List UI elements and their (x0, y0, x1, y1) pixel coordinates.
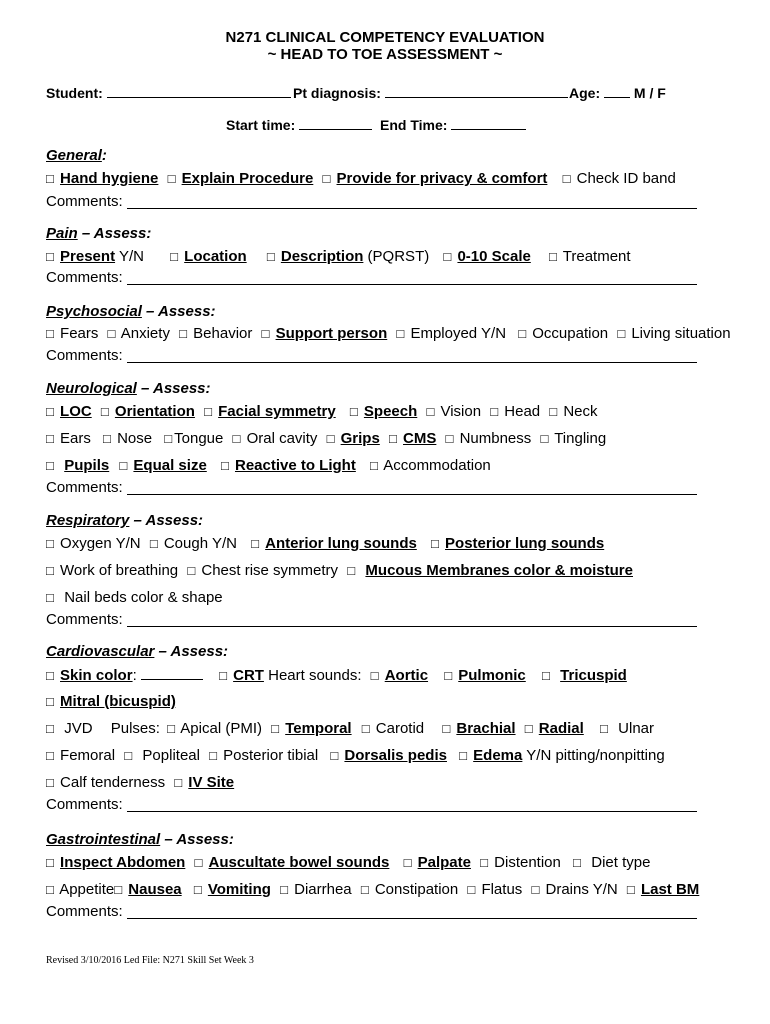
checkbox-radial[interactable]: □ Radial (524, 720, 584, 737)
student-blank[interactable] (107, 83, 291, 98)
section-heading-respiratory: Respiratory – Assess: (46, 512, 204, 529)
comments-line-psychosocial[interactable] (127, 347, 697, 363)
gastrointestinal-items-1 (46, 853, 746, 873)
checkbox-ears[interactable]: □ Ears (46, 430, 91, 447)
diagnosis-blank[interactable] (385, 83, 568, 98)
checkbox-drains[interactable]: □ Drains Y/N (531, 881, 618, 898)
end-time-blank[interactable] (451, 115, 526, 130)
checkbox-edema[interactable]: □ Edema Y/N pitting/nonpitting (459, 747, 665, 764)
checkbox-vision[interactable]: □ Vision (426, 403, 482, 420)
student-label: Student: (46, 85, 103, 101)
checkbox-nausea[interactable]: □ Nausea (114, 881, 182, 898)
checkbox-crt[interactable]: □ CRT Heart sounds: (219, 667, 362, 684)
checkbox-hand-hygiene[interactable]: □ Hand hygiene (46, 170, 159, 187)
checkbox-iv-site[interactable]: □ IV Site (174, 774, 235, 791)
comments-label: Comments: (46, 269, 123, 286)
section-heading-neurological: Neurological – Assess: (46, 380, 211, 397)
comments-line-general[interactable] (127, 193, 697, 209)
section-heading-general: General: (46, 147, 107, 164)
checkbox-posterior-lung[interactable]: □ Posterior lung sounds (431, 535, 605, 552)
checkbox-calf[interactable]: □ Calf tenderness (46, 774, 166, 791)
cardiovascular-items-5 (46, 773, 746, 793)
checkbox-mucous[interactable]: □ Mucous Membranes color & moisture (347, 562, 633, 579)
respiratory-items-2 (46, 561, 746, 581)
checkbox-distention[interactable]: □ Distention (480, 854, 561, 871)
checkbox-appetite[interactable]: □ Appetite (46, 881, 115, 898)
cardiovascular-items-3 (46, 719, 746, 739)
section-heading-psychosocial: Psychosocial – Assess: (46, 303, 216, 320)
respiratory-items-3 (46, 588, 746, 608)
checkbox-nose[interactable]: □ Nose (103, 430, 153, 447)
checkbox-pulmonic[interactable]: □ Pulmonic (444, 667, 526, 684)
checkbox-posterior-tibial[interactable]: □ Posterior tibial (209, 747, 319, 764)
checkbox-palpate[interactable]: □ Palpate (403, 854, 471, 871)
checkbox-flatus[interactable]: □ Flatus (467, 881, 523, 898)
comments-line-gastrointestinal[interactable] (127, 903, 697, 919)
checkbox-tongue[interactable]: □ Tongue (164, 430, 224, 447)
sex-options[interactable]: M / F (633, 85, 666, 101)
checkbox-nail-beds[interactable]: □ Nail beds color & shape (46, 589, 223, 606)
comments-label: Comments: (46, 479, 123, 496)
checkbox-chest-rise[interactable]: □ Chest rise symmetry (187, 562, 339, 579)
checkbox-oral-cavity[interactable]: □ Oral cavity (232, 430, 318, 447)
checkbox-orientation[interactable]: □ Orientation (100, 403, 195, 420)
student-field[interactable] (46, 83, 291, 102)
checkbox-check-id-band[interactable]: □ Check ID band (562, 170, 676, 187)
comments-line-respiratory[interactable] (127, 611, 697, 627)
checkbox-accommodation[interactable]: □ Accommodation (370, 457, 491, 474)
checkbox-ulnar[interactable]: □ Ulnar (599, 720, 655, 737)
checkbox-facial-symmetry[interactable]: □ Facial symmetry (204, 403, 336, 420)
neurological-items-1 (46, 402, 746, 422)
checkbox-treatment[interactable]: □ Treatment (549, 248, 631, 265)
gastrointestinal-items-2 (46, 880, 746, 900)
comments-line-cardiovascular[interactable] (127, 796, 697, 812)
checkbox-brachial[interactable]: □ Brachial (442, 720, 516, 737)
checkbox-equal-size[interactable]: □ Equal size (119, 457, 207, 474)
checkbox-numbness[interactable]: □ Numbness (445, 430, 532, 447)
diagnosis-field[interactable] (293, 83, 568, 102)
end-time-field[interactable] (380, 115, 526, 134)
checkbox-privacy-comfort[interactable]: □ Provide for privacy & comfort (322, 170, 548, 187)
revision-footer: Revised 3/10/2016 Led File: N271 Skill Set Week 3 (46, 955, 254, 966)
checkbox-anxiety[interactable]: □ Anxiety (107, 325, 170, 342)
comments-label: Comments: (46, 796, 123, 813)
document-title: N271 CLINICAL COMPETENCY EVALUATION (225, 29, 545, 46)
checkbox-living-situation[interactable]: □ Living situation (617, 325, 731, 342)
checkbox-neck[interactable]: □ Neck (549, 403, 598, 420)
neurological-items-3 (46, 456, 746, 476)
psychosocial-items (46, 324, 746, 344)
checkbox-cough[interactable]: □ Cough Y/N (149, 535, 237, 552)
end-time-label: End Time: (380, 117, 448, 133)
checkbox-apical[interactable]: □ Apical (PMI) (167, 720, 262, 737)
general-items (46, 169, 746, 189)
checkbox-anterior-lung[interactable]: □ Anterior lung sounds (251, 535, 417, 552)
checkbox-reactive-light[interactable]: □ Reactive to Light (220, 457, 356, 474)
checkbox-description[interactable]: □ Description (PQRST) (266, 248, 430, 265)
checkbox-diet-type[interactable]: □ Diet type (573, 854, 651, 871)
skin-color-blank[interactable] (141, 665, 203, 680)
checkbox-behavior[interactable]: □ Behavior (179, 325, 253, 342)
checkbox-inspect-abdomen[interactable]: □ Inspect Abdomen (46, 854, 186, 871)
checkbox-speech[interactable]: □ Speech (349, 403, 418, 420)
checkbox-head[interactable]: □ Head (490, 403, 541, 420)
checkbox-location[interactable]: □ Location (170, 248, 247, 265)
comments-label: Comments: (46, 903, 123, 920)
checkbox-jvd[interactable]: □ JVD (46, 720, 93, 737)
comments-label: Comments: (46, 193, 123, 210)
comments-label: Comments: (46, 347, 123, 364)
start-time-blank[interactable] (299, 115, 372, 130)
age-label: Age: (569, 85, 601, 101)
age-blank[interactable] (604, 83, 630, 98)
checkbox-fears[interactable]: □ Fears (46, 325, 99, 342)
checkbox-pupils[interactable]: □ Pupils (46, 457, 110, 474)
respiratory-items-1 (46, 534, 746, 554)
checkbox-occupation[interactable]: □ Occupation (518, 325, 609, 342)
comments-label: Comments: (46, 611, 123, 628)
checkbox-temporal[interactable]: □ Temporal (271, 720, 352, 737)
checkbox-grips[interactable]: □ Grips (326, 430, 380, 447)
checkbox-skin-color[interactable]: □ Skin color: (46, 665, 203, 686)
checkbox-constipation[interactable]: □ Constipation (360, 881, 459, 898)
checkbox-tricuspid[interactable]: □ Tricuspid (541, 667, 627, 684)
checkbox-carotid[interactable]: □ Carotid (361, 720, 425, 737)
pain-items (46, 247, 746, 267)
checkbox-oxygen[interactable]: □ Oxygen Y/N (46, 535, 141, 552)
section-heading-pain: Pain – Assess: (46, 225, 152, 242)
comments-line-pain[interactable] (127, 269, 697, 285)
checkbox-work-breathing[interactable]: □ Work of breathing (46, 562, 179, 579)
checkbox-popliteal[interactable]: □ Popliteal (124, 747, 200, 764)
pulses-label: Pulses: (110, 720, 160, 737)
neurological-items-2 (46, 429, 746, 449)
checkbox-present[interactable]: □ Present Y/N (46, 248, 144, 265)
checkbox-mitral[interactable]: □ Mitral (bicuspid) (46, 693, 176, 710)
start-time-label: Start time: (226, 117, 296, 133)
section-heading-gastrointestinal: Gastrointestinal – Assess: (46, 831, 234, 848)
checkbox-employed[interactable]: □ Employed Y/N (396, 325, 507, 342)
start-time-field[interactable] (226, 115, 372, 134)
comments-line-neurological[interactable] (127, 479, 697, 495)
checkbox-vomiting[interactable]: □ Vomiting (193, 881, 271, 898)
checkbox-tingling[interactable]: □ Tingling (540, 430, 607, 447)
cardiovascular-items-2 (46, 692, 746, 712)
cardiovascular-items-4 (46, 746, 746, 766)
checkbox-diarrhea[interactable]: □ Diarrhea (280, 881, 352, 898)
checkbox-aortic[interactable]: □ Aortic (370, 667, 429, 684)
checkbox-auscultate-bowel[interactable]: □ Auscultate bowel sounds (194, 854, 390, 871)
checkbox-scale[interactable]: □ 0-10 Scale (443, 248, 531, 265)
checkbox-support-person[interactable]: □ Support person (261, 325, 388, 342)
section-heading-cardiovascular: Cardiovascular – Assess: (46, 643, 229, 660)
age-field[interactable] (569, 83, 666, 102)
cardiovascular-items-1 (46, 665, 746, 685)
diagnosis-label: Pt diagnosis: (293, 85, 381, 101)
checkbox-dorsalis-pedis[interactable]: □ Dorsalis pedis (330, 747, 447, 764)
checkbox-femoral[interactable]: □ Femoral (46, 747, 116, 764)
checkbox-explain-procedure[interactable]: □ Explain Procedure (167, 170, 314, 187)
checkbox-cms[interactable]: □ CMS (388, 430, 437, 447)
document-subtitle: ~ HEAD TO TOE ASSESSMENT ~ (267, 46, 503, 63)
checkbox-loc[interactable]: □ LOC (46, 403, 92, 420)
checkbox-last-bm[interactable]: □ Last BM (626, 881, 700, 898)
